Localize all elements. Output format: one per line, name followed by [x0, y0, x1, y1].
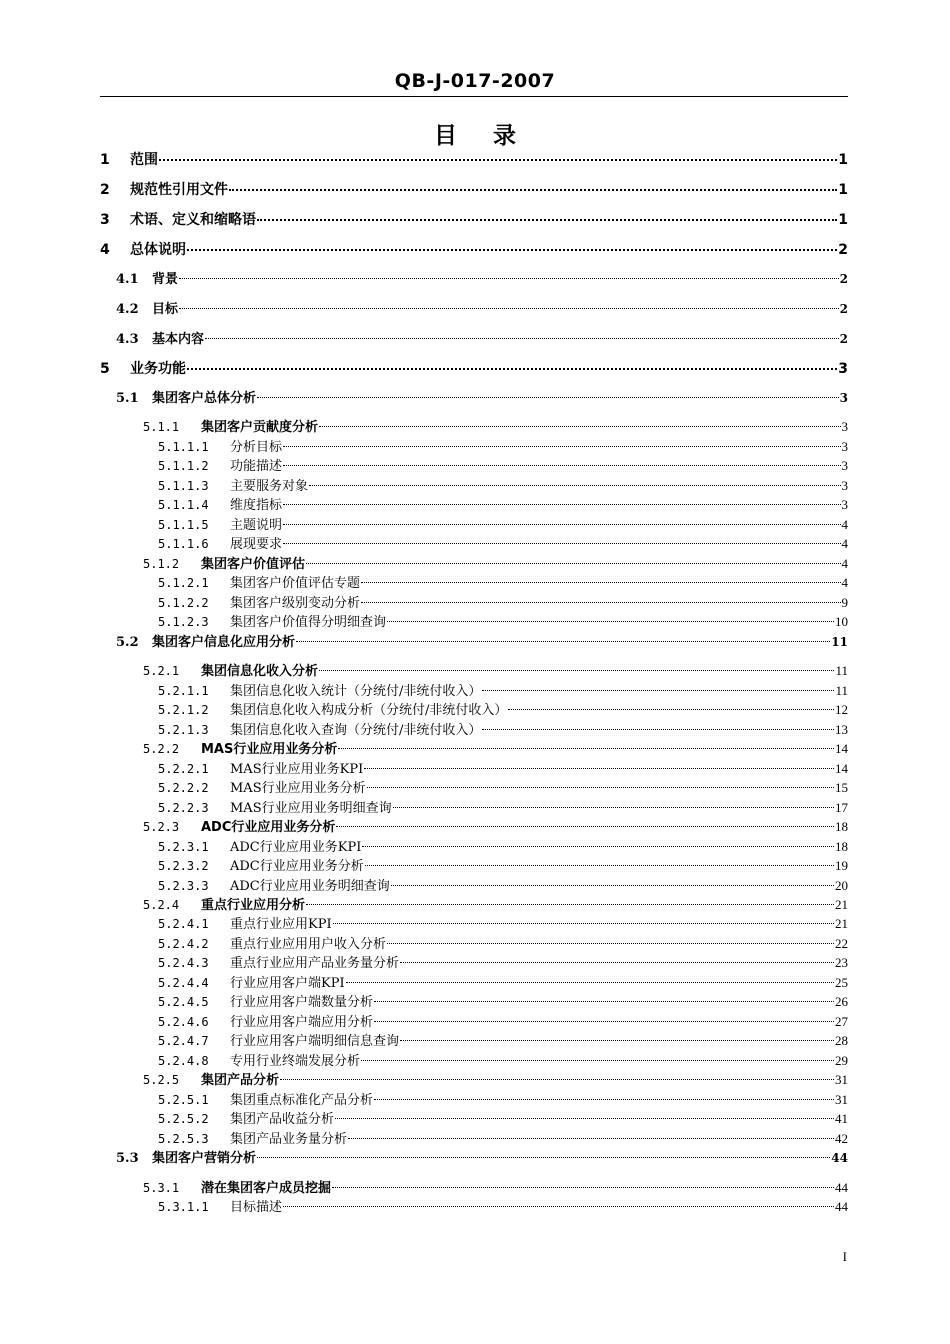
toc-entry-number: 5.2.2.3: [158, 801, 209, 815]
toc-entry-page: 21: [835, 897, 848, 912]
toc-leader-dots: [387, 933, 834, 944]
toc-entry-page: 4: [841, 575, 848, 590]
toc-leader-dots: [257, 387, 839, 398]
toc-leader-dots: [306, 553, 840, 564]
toc-entry-page: 28: [835, 1033, 848, 1048]
toc-leader-dots: [361, 592, 840, 603]
toc-entry-number: 5.2.3.1: [158, 840, 209, 854]
toc-entry-title: 集团客户贡献度分析: [201, 420, 319, 435]
toc-leader-dots: [361, 1050, 834, 1061]
toc-entry-number: 5: [100, 361, 110, 377]
toc-entry-number: 3: [100, 212, 110, 228]
toc-entry[interactable]: [158, 972, 848, 991]
toc-entry-title: 主题说明: [230, 518, 283, 533]
toc-entry-page: 20: [835, 878, 848, 893]
toc-entry[interactable]: [158, 494, 848, 513]
toc-entry-number: 1: [100, 152, 110, 168]
toc-leader-dots: [187, 238, 837, 251]
toc-leader-dots: [332, 1177, 834, 1188]
toc-entry-page: 3: [839, 391, 848, 405]
toc-entry[interactable]: [100, 148, 848, 169]
toc-entry-title: 集团信息化收入统计（分统付/非统付收入）: [230, 684, 482, 699]
toc-entry-number: 5.2.4.4: [158, 976, 209, 990]
toc-leader-dots: [364, 758, 834, 769]
toc-entry[interactable]: [143, 660, 848, 679]
toc-entry-number: 5.2.2.2: [158, 781, 209, 795]
toc-entry[interactable]: [158, 475, 848, 494]
toc-leader-dots: [333, 913, 834, 924]
toc-entry-page: 17: [835, 800, 848, 815]
toc-entry-title: 集团客户价值评估: [201, 557, 306, 572]
toc-entry-page: 11: [831, 635, 848, 649]
toc-entry-page: 2: [838, 242, 848, 258]
toc-entry-page: 3: [841, 478, 848, 493]
toc-entry-page: 14: [835, 761, 848, 776]
toc-entry-title: 总体说明: [130, 242, 186, 258]
toc-leader-dots: [338, 738, 834, 749]
toc-entry-title: 行业应用客户端应用分析: [230, 1015, 374, 1030]
toc-entry-number: 5.2.4.2: [158, 937, 209, 951]
toc-entry-title: 集团信息化收入查询（分统付/非统付收入）: [230, 723, 482, 738]
toc-entry-page: 44: [835, 1180, 848, 1195]
toc-entry-title: 目标: [152, 302, 179, 317]
toc-entry-number: 5.1.1.5: [158, 518, 209, 532]
toc-leader-dots: [179, 268, 839, 279]
toc-entry-number: 5.2.1.1: [158, 684, 209, 698]
toc-entry-number: 5.1.1.2: [158, 459, 209, 473]
toc-leader-dots: [257, 208, 837, 221]
toc-entry-title: 重点行业应用KPI: [230, 917, 332, 932]
toc-entry-title: MAS行业应用业务KPI: [230, 762, 364, 777]
toc-entry-number: 5.1.1: [143, 420, 180, 434]
toc-entry-number: 4.1: [116, 272, 139, 287]
toc-entry[interactable]: [143, 416, 848, 435]
toc-entry-title: MAS行业应用业务明细查询: [230, 801, 392, 816]
toc-entry-page: 21: [835, 916, 848, 931]
toc-entry[interactable]: [116, 298, 848, 317]
toc-entry[interactable]: [158, 913, 848, 932]
toc-entry-number: 5.2.3.3: [158, 879, 209, 893]
toc-entry[interactable]: [100, 357, 848, 378]
toc-entry-number: 5.2.4.8: [158, 1054, 209, 1068]
toc-entry-page: 31: [835, 1092, 848, 1107]
toc-leader-dots: [159, 148, 837, 161]
toc-entry-title: 行业应用客户端明细信息查询: [230, 1034, 400, 1049]
toc-entry-page: 19: [835, 858, 848, 873]
toc-entry-page: 9: [841, 595, 848, 610]
toc-entry-number: 5.2.1: [143, 664, 180, 678]
toc-entry-number: 2: [100, 182, 110, 198]
toc-entry-number: 4: [100, 242, 110, 258]
toc-entry[interactable]: [158, 1196, 848, 1215]
toc-entry-title: ADC行业应用业务明细查询: [230, 879, 390, 894]
toc-entry-title: 功能描述: [230, 459, 283, 474]
toc-leader-dots: [374, 1089, 834, 1100]
toc-entry-number: 5.2.4.5: [158, 995, 209, 1009]
toc-entry[interactable]: [158, 1030, 848, 1049]
toc-entry-number: 5.1: [116, 391, 139, 406]
toc-entry-page: 44: [835, 1199, 848, 1214]
toc-entry[interactable]: [158, 1089, 848, 1108]
toc-entry-title: 行业应用客户端KPI: [230, 976, 345, 991]
toc-entry-page: 14: [835, 741, 848, 756]
toc-leader-dots: [283, 455, 840, 466]
toc-entry-title: 集团产品收益分析: [230, 1112, 335, 1127]
toc-entry-title: 术语、定义和缩略语: [130, 212, 256, 228]
toc-leader-dots: [283, 494, 840, 505]
toc-entry-title: 集团产品业务量分析: [230, 1132, 348, 1147]
toc-entry-number: 5.2.5.3: [158, 1132, 209, 1146]
toc-entry-page: 4: [841, 517, 848, 532]
toc-entry-page: 31: [835, 1072, 848, 1087]
toc-leader-dots: [391, 875, 834, 886]
toc-entry[interactable]: [143, 553, 848, 572]
toc-entry-page: 3: [841, 439, 848, 454]
toc-entry-title: 背景: [152, 272, 179, 287]
toc-entry-title: MAS行业应用业务分析: [201, 742, 338, 757]
toc-entry[interactable]: [143, 894, 848, 913]
toc-entry-page: 13: [835, 722, 848, 737]
toc-entry-number: 4.2: [116, 302, 139, 317]
toc-entry-number: 5.2.4.1: [158, 917, 209, 931]
toc-entry-page: 10: [835, 614, 848, 629]
toc-entry-page: 15: [835, 780, 848, 795]
toc-leader-dots: [319, 416, 840, 427]
toc-entry[interactable]: [158, 991, 848, 1010]
toc-entry-page: 27: [835, 1014, 848, 1029]
toc-entry-number: 5.3.1.1: [158, 1200, 209, 1214]
toc-entry[interactable]: [158, 952, 848, 971]
toc-leader-dots: [348, 1128, 834, 1139]
toc-entry-page: 18: [835, 819, 848, 834]
toc-entry-number: 5.2.4.7: [158, 1034, 209, 1048]
toc-entry-page: 2: [839, 272, 848, 286]
toc-leader-dots: [335, 1108, 834, 1119]
toc-entry[interactable]: [143, 1069, 848, 1088]
toc-entry[interactable]: [158, 758, 848, 777]
toc-entry-number: 5.1.1.6: [158, 537, 209, 551]
toc-leader-dots: [309, 475, 840, 486]
toc-leader-dots: [367, 777, 834, 788]
toc-entry-number: 5.2.4.3: [158, 956, 209, 970]
toc-entry[interactable]: [116, 387, 848, 406]
toc-entry-title: 规范性引用文件: [130, 182, 228, 198]
toc-entry-page: 1: [838, 152, 848, 168]
toc-entry[interactable]: [158, 1011, 848, 1030]
toc-entry-title: 分析目标: [230, 440, 283, 455]
toc-entry-page: 26: [835, 994, 848, 1009]
toc-entry-title: 范围: [130, 152, 158, 168]
toc-entry-number: 5.1.2.2: [158, 596, 209, 610]
toc-entry[interactable]: [158, 1050, 848, 1069]
toc-leader-dots: [482, 680, 834, 691]
toc-entry-page: 23: [835, 955, 848, 970]
toc-entry-page: 41: [835, 1111, 848, 1126]
toc-leader-dots: [400, 1030, 834, 1041]
toc-entry[interactable]: [116, 328, 848, 347]
toc-entry[interactable]: [158, 875, 848, 894]
toc-entry-page: 44: [831, 1151, 848, 1165]
toc-entry-number: 5.2.4: [143, 898, 180, 912]
toc-entry[interactable]: [158, 836, 848, 855]
toc-entry-page: 4: [841, 536, 848, 551]
toc-entry-page: 1: [838, 182, 848, 198]
toc-leader-dots: [374, 991, 834, 1002]
toc-entry-title: 基本内容: [152, 332, 205, 347]
toc-title: 目 录: [433, 123, 530, 149]
toc-entry-number: 5.1.2.1: [158, 576, 209, 590]
toc-entry-page: 4: [841, 556, 848, 571]
document-code: QB-J-017-2007: [394, 70, 556, 92]
toc-entry-number: 5.2.1.3: [158, 723, 209, 737]
toc-entry-number: 5.3.1: [143, 1181, 180, 1195]
toc-leader-dots: [306, 894, 834, 905]
toc-leader-dots: [179, 298, 839, 309]
toc-entry-number: 5.1.2.3: [158, 615, 209, 629]
toc-entry[interactable]: [158, 455, 848, 474]
toc-entry[interactable]: [158, 572, 848, 591]
toc-entry-number: 5.2.3.2: [158, 859, 209, 873]
toc-entry-page: 11: [835, 663, 848, 678]
toc-entry[interactable]: [158, 777, 848, 796]
toc-entry-title: 集团客户价值得分明细查询: [230, 615, 387, 630]
toc-leader-dots: [187, 357, 837, 370]
toc-leader-dots: [482, 719, 834, 730]
toc-leader-dots: [336, 816, 834, 827]
toc-leader-dots: [205, 328, 839, 339]
toc-entry-title: 重点行业应用用户收入分析: [230, 937, 387, 952]
toc-entry-page: 42: [835, 1131, 848, 1146]
toc-leader-dots: [280, 1069, 834, 1080]
toc-leader-dots: [283, 436, 840, 447]
toc-leader-dots: [374, 1011, 834, 1022]
toc-entry[interactable]: [116, 631, 848, 650]
toc-entry-page: 2: [839, 302, 848, 316]
toc-entry-page: 2: [839, 332, 848, 346]
toc-entry-number: 5.2.5: [143, 1073, 180, 1087]
toc-entry[interactable]: [158, 1128, 848, 1147]
page-number: I: [842, 1249, 847, 1264]
toc-entry-page: 3: [838, 361, 848, 377]
toc-entry-title: ADC行业应用业务分析: [201, 820, 336, 835]
toc-entry-title: 集团信息化收入分析: [201, 664, 319, 679]
toc-entry[interactable]: [158, 436, 848, 455]
toc-leader-dots: [283, 1196, 834, 1207]
toc-entry-title: 维度指标: [230, 498, 283, 513]
toc-entry-title: 集团信息化收入构成分析（分统付/非统付收入）: [230, 703, 508, 718]
toc-leader-dots: [257, 1147, 830, 1158]
toc-entry-page: 12: [835, 702, 848, 717]
toc-entry-page: 1: [838, 212, 848, 228]
toc-entry-number: 5.2.1.2: [158, 703, 209, 717]
toc-entry-page: 11: [835, 683, 848, 698]
toc-entry[interactable]: [116, 1147, 848, 1166]
toc-entry-title: 潜在集团客户成员挖掘: [201, 1181, 332, 1196]
toc-leader-dots: [400, 952, 834, 963]
toc-entry[interactable]: [143, 816, 848, 835]
toc-entry-title: 目标描述: [230, 1200, 283, 1215]
toc-entry-title: 集团重点标准化产品分析: [230, 1093, 374, 1108]
toc-entry-title: 业务功能: [130, 361, 186, 377]
toc-entry-number: 5.2.5.1: [158, 1093, 209, 1107]
toc-entry-number: 5.3: [116, 1151, 139, 1166]
toc-entry-page: 3: [841, 497, 848, 512]
toc-leader-dots: [361, 572, 840, 583]
toc-entry-page: 29: [835, 1053, 848, 1068]
toc-entry[interactable]: [100, 178, 848, 199]
toc-entry[interactable]: [158, 855, 848, 874]
toc-entry[interactable]: [158, 719, 848, 738]
toc-entry[interactable]: [100, 238, 848, 259]
toc-entry-number: 5.2: [116, 635, 139, 650]
toc-entry-number: 4.3: [116, 332, 139, 347]
toc-entry-title: 集团客户价值评估专题: [230, 576, 361, 591]
toc-entry-title: 重点行业应用分析: [201, 898, 306, 913]
toc-entry-number: 5.1.1.1: [158, 440, 209, 454]
toc-entry-page: 3: [841, 419, 848, 434]
toc-entry-title: 行业应用客户端数量分析: [230, 995, 374, 1010]
toc-entry-title: 集团产品分析: [201, 1073, 280, 1088]
toc-entry-title: 集团客户信息化应用分析: [152, 635, 296, 650]
toc-entry-number: 5.2.3: [143, 820, 180, 834]
toc-leader-dots: [283, 533, 840, 544]
toc-entry[interactable]: [158, 680, 848, 699]
toc-entry[interactable]: [158, 1108, 848, 1127]
toc-entry-number: 5.2.5.2: [158, 1112, 209, 1126]
toc-entry-number: 5.2.2.1: [158, 762, 209, 776]
toc-leader-dots: [365, 855, 834, 866]
toc-entry[interactable]: [158, 611, 848, 630]
toc-leader-dots: [508, 699, 834, 710]
toc-entry-number: 5.1.1.3: [158, 479, 209, 493]
toc-leader-dots: [387, 611, 834, 622]
toc-entry-title: 集团客户营销分析: [152, 1151, 257, 1166]
toc-leader-dots: [283, 514, 840, 525]
toc-leader-dots: [362, 836, 834, 847]
toc-entry[interactable]: [158, 797, 848, 816]
toc-entry[interactable]: [143, 1177, 848, 1196]
toc-entry-number: 5.2.2: [143, 742, 180, 756]
toc-entry-title: MAS行业应用业务分析: [230, 781, 366, 796]
toc-entry-title: 集团客户级别变动分析: [230, 596, 361, 611]
toc-entry[interactable]: [116, 268, 848, 287]
toc-entry[interactable]: [158, 933, 848, 952]
toc-leader-dots: [393, 797, 834, 808]
toc-leader-dots: [296, 631, 830, 642]
toc-entry[interactable]: [158, 699, 848, 718]
toc-entry-title: ADC行业应用业务分析: [230, 859, 364, 874]
toc-entry-number: 5.2.4.6: [158, 1015, 209, 1029]
toc-entry-title: ADC行业应用业务KPI: [230, 840, 362, 855]
toc-entry[interactable]: [158, 592, 848, 611]
toc-entry-title: 重点行业应用产品业务量分析: [230, 956, 400, 971]
toc-entry-title: 集团客户总体分析: [152, 391, 257, 406]
toc-entry[interactable]: [158, 514, 848, 533]
toc-entry-title: 主要服务对象: [230, 479, 309, 494]
toc-entry-page: 3: [841, 458, 848, 473]
toc-entry-title: 展现要求: [230, 537, 283, 552]
toc-entry-number: 5.1.2: [143, 557, 180, 571]
toc-leader-dots: [229, 178, 837, 191]
toc-entry-title: 专用行业终端发展分析: [230, 1054, 361, 1069]
toc-leader-dots: [346, 972, 834, 983]
toc-entry-page: 25: [835, 975, 848, 990]
toc-entry-number: 5.1.1.4: [158, 498, 209, 512]
toc-entry-page: 22: [835, 936, 848, 951]
toc-entry[interactable]: [143, 738, 848, 757]
toc-entry[interactable]: [158, 533, 848, 552]
toc-entry-page: 18: [835, 839, 848, 854]
toc-entry[interactable]: [100, 208, 848, 229]
toc-leader-dots: [319, 660, 834, 671]
